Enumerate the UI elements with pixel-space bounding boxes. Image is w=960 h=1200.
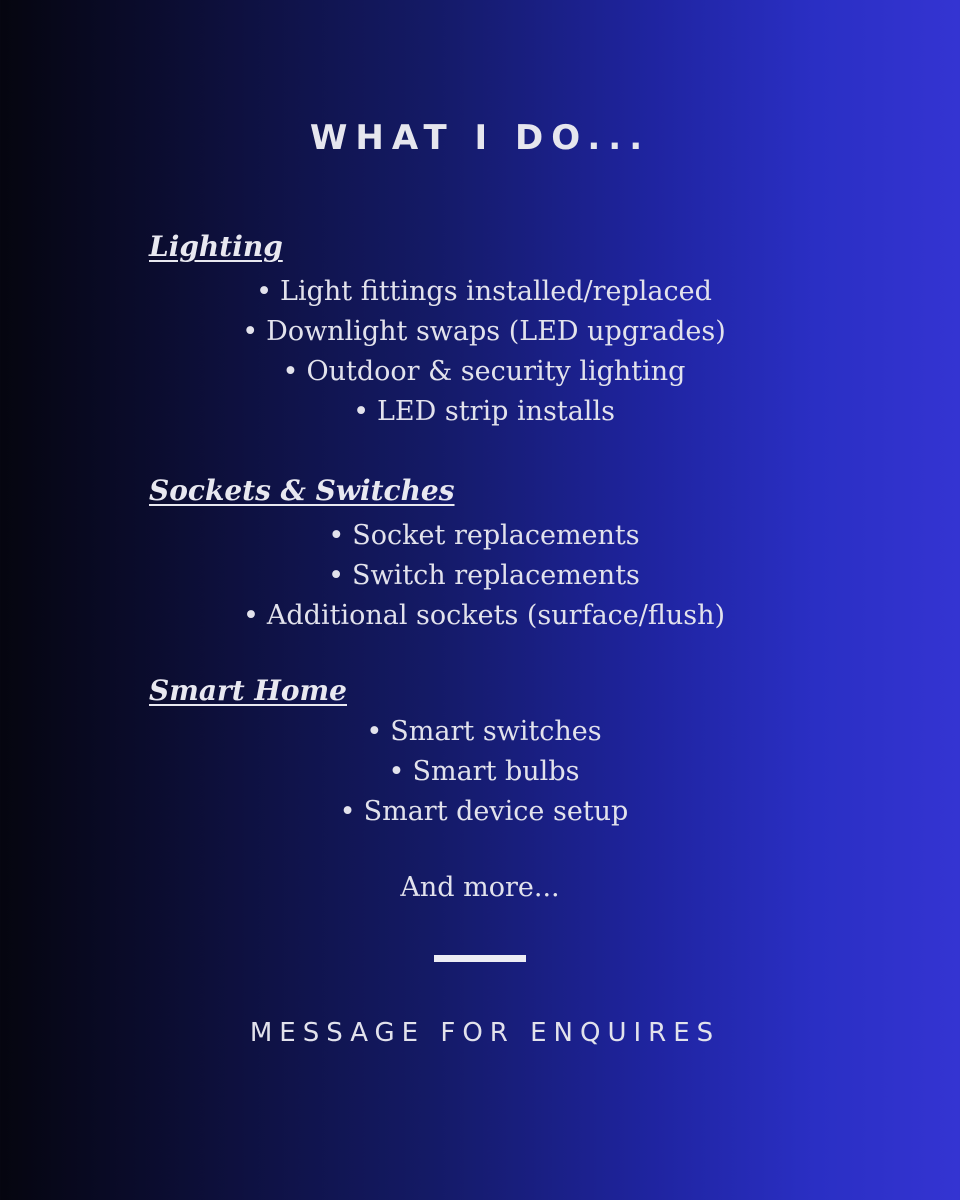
bullet-icon: • bbox=[256, 276, 273, 307]
divider bbox=[434, 955, 526, 962]
page-title: WHAT I DO... bbox=[309, 118, 651, 158]
list-item: • Outdoor & security lighting bbox=[282, 356, 686, 387]
list-item: • Smart switches bbox=[366, 716, 602, 747]
list-item: • Downlight swaps (LED upgrades) bbox=[242, 316, 726, 347]
list-item: • Additional sockets (surface/flush) bbox=[242, 600, 726, 631]
bullet-icon: • bbox=[328, 520, 345, 551]
lighting-list bbox=[0, 272, 960, 432]
bullet-icon: • bbox=[388, 756, 405, 787]
enquiry-call-to-action: MESSAGE FOR ENQUIRES bbox=[249, 1018, 721, 1048]
section-heading-sockets-switches: Sockets & Switches bbox=[149, 474, 455, 507]
section-heading-lighting: Lighting bbox=[149, 230, 283, 263]
section-heading-smart-home: Smart Home bbox=[149, 674, 347, 707]
bullet-icon: • bbox=[353, 396, 369, 427]
bullet-icon: • bbox=[339, 796, 356, 827]
bullet-icon: • bbox=[366, 716, 383, 747]
list-item: • Switch replacements bbox=[328, 560, 640, 591]
list-item: • Smart bulbs bbox=[388, 756, 580, 787]
bullet-icon: • bbox=[242, 316, 259, 347]
list-item: • Light fittings installed/replaced bbox=[256, 276, 712, 307]
list-item: • LED strip installs bbox=[353, 396, 615, 427]
bullet-icon: • bbox=[328, 560, 345, 591]
list-item: • Socket replacements bbox=[328, 520, 640, 551]
bullet-icon: • bbox=[242, 600, 259, 631]
smart-home-list bbox=[0, 712, 960, 832]
sockets-switches-list bbox=[0, 516, 960, 636]
and-more-text: And more... bbox=[400, 872, 560, 903]
bullet-icon: • bbox=[282, 356, 299, 387]
list-item: • Smart device setup bbox=[339, 796, 629, 827]
